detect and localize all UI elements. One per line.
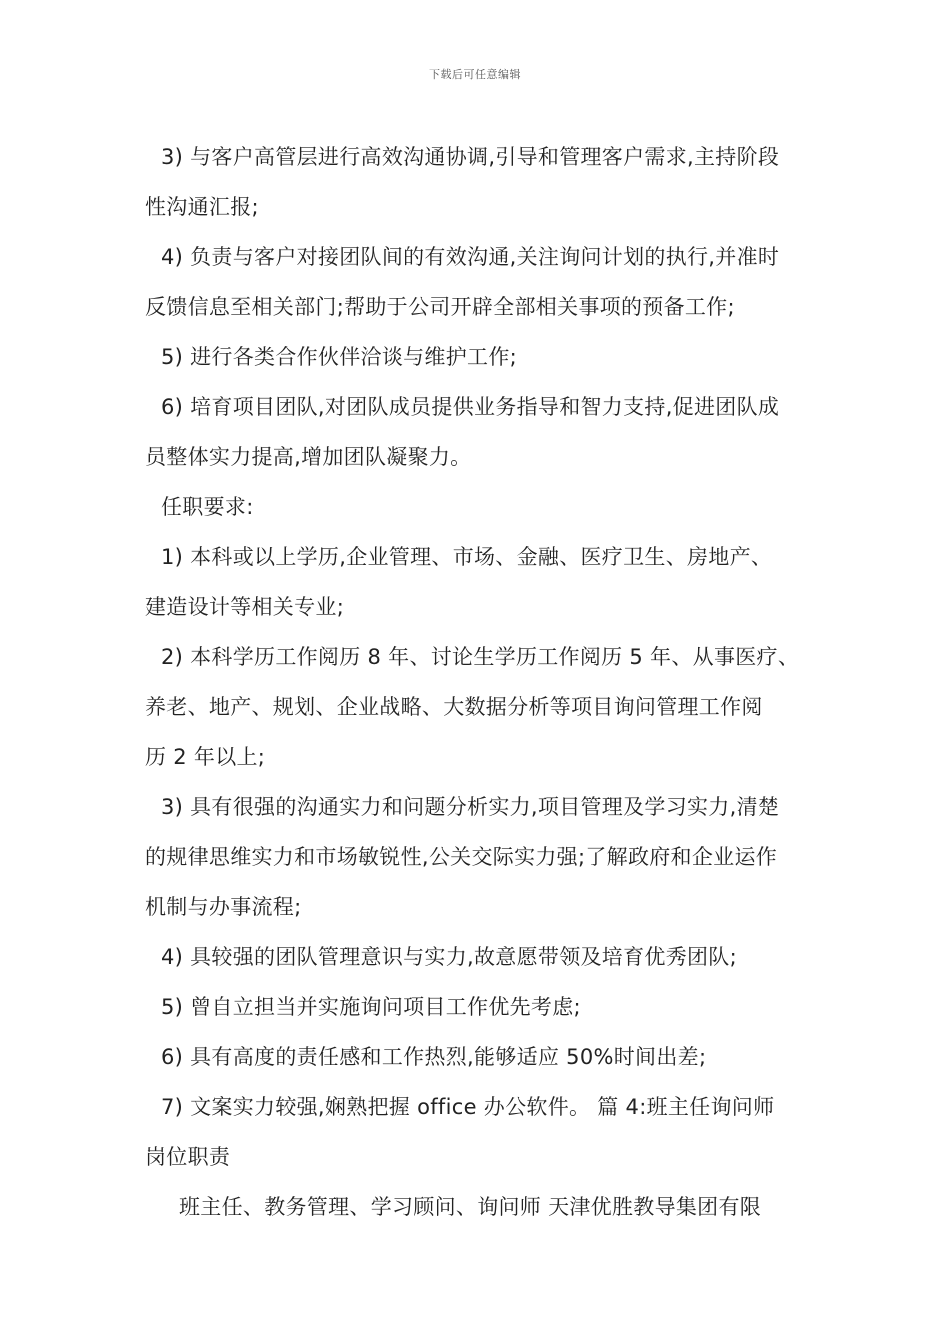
text-line: 反馈信息至相关部门;帮助于公司开辟全部相关事项的预备工作; [145, 295, 735, 319]
text-line: 3) 与客户高管层进行高效沟通协调,引导和管理客户需求,主持阶段 [161, 145, 780, 169]
text-line: 性沟通汇报; [145, 195, 259, 219]
text-line: 机制与办事流程; [145, 895, 302, 919]
text-line: 岗位职责 [145, 1145, 231, 1169]
section-heading: 任职要求: [161, 495, 254, 519]
text-line: 6) 培育项目团队,对团队成员提供业务指导和智力支持,促进团队成 [161, 395, 780, 419]
text-line: 1) 本科或以上学历,企业管理、市场、金融、医疗卫生、房地产、 [161, 545, 773, 569]
text-line: 班主任、教务管理、学习顾问、询问师 天津优胜教导集团有限 [179, 1195, 762, 1219]
text-line: 4) 具较强的团队管理意识与实力,故意愿带领及培育优秀团队; [161, 945, 737, 969]
text-line: 6) 具有高度的责任感和工作热烈,能够适应 50%时间出差; [161, 1045, 707, 1069]
text-line: 2) 本科学历工作阅历 8 年、讨论生学历工作阅历 5 年、从事医疗、 [161, 645, 800, 669]
document-body [145, 132, 809, 1232]
text-line: 养老、地产、规划、企业战略、大数据分析等项目询问管理工作阅 [145, 695, 763, 719]
text-line: 5) 曾自立担当并实施询问项目工作优先考虑; [161, 995, 581, 1019]
text-line: 历 2 年以上; [145, 745, 266, 769]
text-line: 的规律思维实力和市场敏锐性,公关交际实力强;了解政府和企业运作 [145, 845, 778, 869]
text-line: 3) 具有很强的沟通实力和问题分析实力,项目管理及学习实力,清楚 [161, 795, 780, 819]
text-line: 员整体实力提高,增加团队凝聚力。 [145, 445, 472, 469]
text-line: 5) 进行各类合作伙伴洽谈与维护工作; [161, 345, 518, 369]
text-line: 4) 负责与客户对接团队间的有效沟通,关注询问计划的执行,并准时 [161, 245, 780, 269]
text-line: 7) 文案实力较强,娴熟把握 office 办公软件。 篇 4:班主任询问师 [161, 1095, 775, 1119]
page-header: 下载后可任意编辑 [429, 68, 521, 81]
text-line: 建造设计等相关专业; [145, 595, 345, 619]
